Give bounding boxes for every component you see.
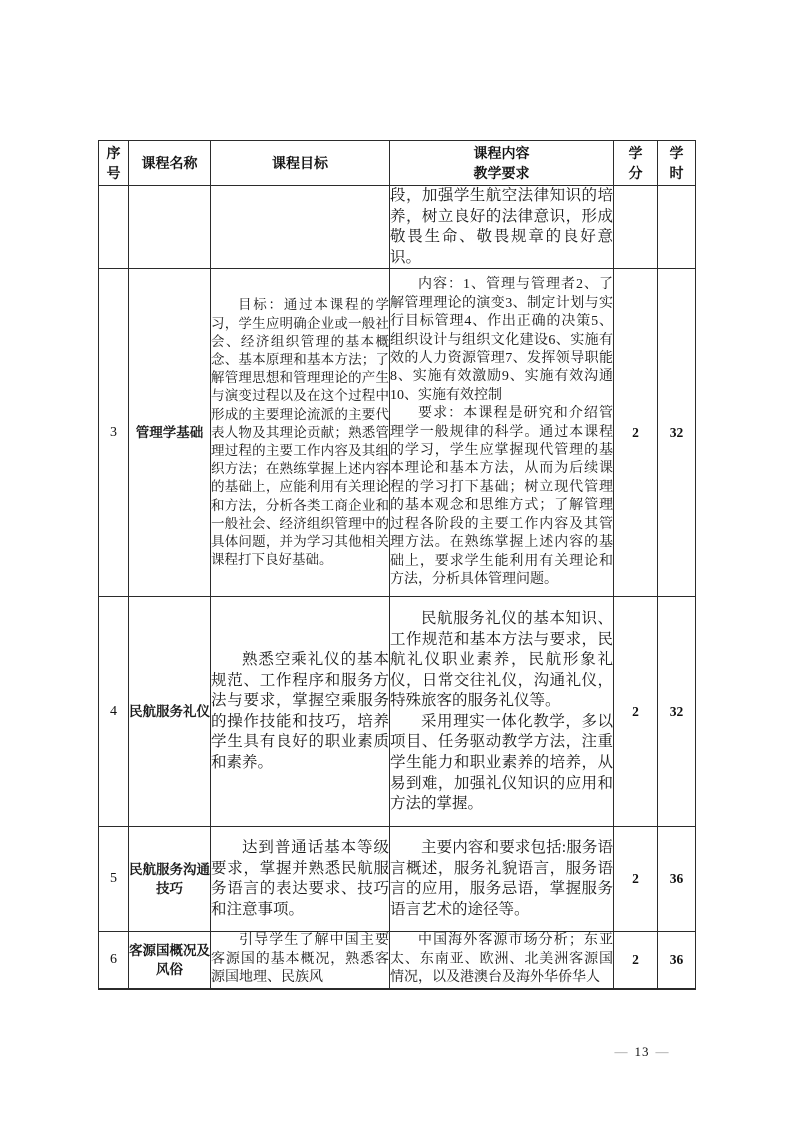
cell-course-name: 民航服务礼仪: [129, 597, 211, 827]
cell-credits: 2: [614, 597, 658, 827]
content-paragraph: 段，加强学生航空法律知识的培养，树立良好的法律意识，形成敬畏生命、敬畏规章的良好意识。: [390, 187, 613, 266]
objective-paragraph: 熟悉空乘礼仪的基本规范、工作程序和服务方法与要求，掌握空乘服务的操作技能和技巧，培养学生具有良好的职业素质和素养。: [211, 651, 389, 772]
header-credits: [614, 141, 658, 186]
header-credits-line2: 分: [628, 165, 643, 181]
cell-objective: [211, 827, 390, 932]
content-paragraph: 主要内容和要求包括:服务语言概述，服务礼貌语言，服务语言的应用，服务忌语，掌握服务语言艺术的途径等。: [390, 839, 613, 918]
table-header-row: [99, 141, 696, 186]
cell-objective: [211, 597, 390, 827]
cell-content: [390, 269, 614, 597]
header-content-line2: 教学要求: [473, 165, 530, 181]
course-plan-table: [98, 140, 696, 990]
header-credits-line1: 学: [628, 145, 643, 161]
cell-course-name: 管理学基础: [129, 269, 211, 597]
cell-index: 6: [99, 932, 129, 989]
cell-objective: [211, 269, 390, 597]
cell-course-name: 民航服务沟通技巧: [129, 827, 211, 932]
header-content: [390, 141, 614, 186]
cell-credits: 2: [614, 827, 658, 932]
cell-content: [390, 597, 614, 827]
cell-course-name: 客源国概况及风俗: [129, 932, 211, 989]
header-hours: [658, 141, 696, 186]
cell-credits: [614, 186, 658, 269]
content-paragraph: 中国海外客源市场分析；东亚太、东南亚、欧洲、北美洲客源国情况，以及港澳台及海外华侨华人: [390, 933, 613, 986]
cell-course-name: [129, 186, 211, 269]
table-row-continuation: [99, 186, 696, 269]
objective-paragraph: 目标：通过本课程的学习，学生应明确企业或一般社会、经济组织管理的基本概念、基本原理和基本方法；了解管理思想和管理理论的产生与演变过程以及在这个过程中形成的主要理论流派的主要代表人物及其理论贡献；熟悉管理过程的主要工作内容及其组织方法；在熟练掌握上述内容的基础上，应能利用有关理论和方法，分析各类工商企业和一般社会、经济组织管理中的具体问题，并为学习其他相关课程打下良好基础。: [211, 297, 389, 568]
cell-objective: [211, 932, 390, 989]
header-index-line1: 序: [106, 145, 121, 161]
page-number: 13: [634, 1044, 650, 1059]
cell-content: [390, 827, 614, 932]
content-paragraph: 采用理实一体化教学，多以项目、任务驱动教学方法，注重学生能力和职业素养的培养，从易到难，加强礼仪知识的应用和方法的掌握。: [390, 712, 613, 813]
cell-content: [390, 932, 614, 989]
cell-hours: [658, 186, 696, 269]
cell-index: 4: [99, 597, 129, 827]
cell-index: 3: [99, 269, 129, 597]
cell-index: [99, 186, 129, 269]
content-paragraph: 要求：本课程是研究和介绍管理学一般规律的科学。通过本课程的学习，学生应掌握现代管理的基本理论和基本方法，从而为后续课程的学习打下基础；树立现代管理的基本观念和思维方式；了解管理过程各阶段的主要工作内容及其管理方法。在熟练掌握上述内容的基础上，要求学生能利用有关理论和方法，分析具体管理问题。: [390, 406, 613, 587]
objective-paragraph: 达到普通话基本等级要求，掌握并熟悉民航服务语言的表达要求、技巧和注意事项。: [211, 839, 389, 918]
cell-objective: [211, 186, 390, 269]
objective-paragraph: 引导学生了解中国主要客源国的基本概况，熟悉客源国地理、民族风: [211, 933, 389, 986]
header-index: [99, 141, 129, 186]
header-hours-line2: 时: [669, 165, 684, 181]
content-paragraph: 内容：1、管理与管理者2、了解管理理论的演变3、制定计划与实行目标管理4、作出正确的决策5、组织设计与组织文化建设6、实施有效的人力资源管理7、发挥领导职能8、实施有效激励9、实施有效沟通10、实施有效控制: [390, 277, 613, 403]
cell-hours: 32: [658, 269, 696, 597]
header-content-line1: 课程内容: [473, 145, 530, 161]
table-row-4: [99, 597, 696, 827]
footer-dash-right: —: [655, 1044, 670, 1059]
header-index-line2: 号: [106, 165, 121, 181]
content-paragraph: 民航服务礼仪的基本知识、工作规范和基本方法与要求，民航礼仪职业素养，民航形象礼仪，日常交往礼仪，沟通礼仪，特殊旅客的服务礼仪等。: [390, 609, 613, 710]
cell-credits: 2: [614, 932, 658, 989]
cell-index: 5: [99, 827, 129, 932]
table-row-5: [99, 827, 696, 932]
table-row-6: [99, 932, 696, 989]
cell-hours: 36: [658, 827, 696, 932]
footer-dash-left: —: [614, 1044, 629, 1059]
cell-hours: 36: [658, 932, 696, 989]
header-objective: 课程目标: [211, 141, 390, 186]
cell-hours: 32: [658, 597, 696, 827]
table-row-3: [99, 269, 696, 597]
header-course-name: 课程名称: [129, 141, 211, 186]
cell-content: [390, 186, 614, 269]
header-hours-line1: 学: [669, 145, 684, 161]
cell-credits: 2: [614, 269, 658, 597]
page-footer: [592, 1044, 692, 1060]
